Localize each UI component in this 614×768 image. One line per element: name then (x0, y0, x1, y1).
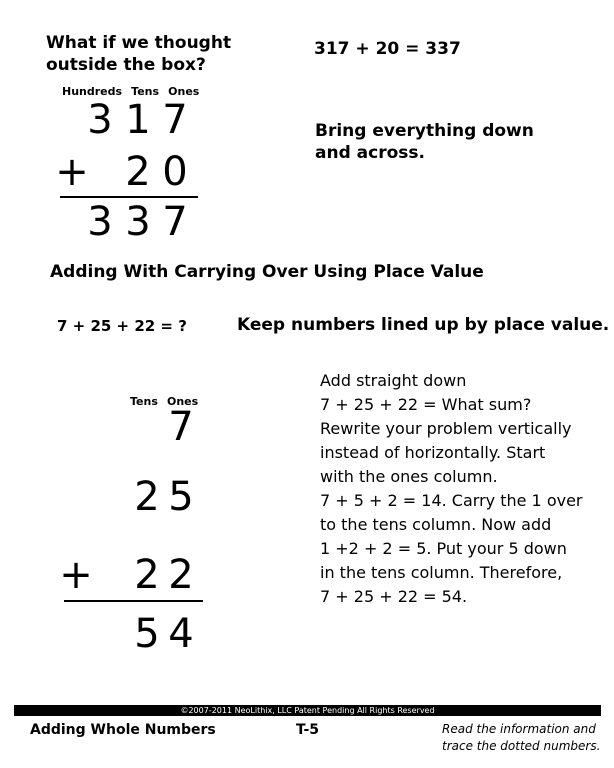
question-line-1: What if we thought (46, 33, 232, 53)
explanation-line: 7 + 25 + 22 = What sum? (320, 395, 532, 414)
top-equation: 317 + 20 = 337 (314, 39, 461, 59)
top-result-hundreds: 3 (87, 199, 113, 245)
footer-note-line-2: trace the dotted numbers. (442, 739, 601, 753)
footer-title: Adding Whole Numbers (30, 722, 216, 738)
top-sum-line (60, 196, 198, 198)
explanation-line: 7 + 25 + 22 = 54. (320, 587, 468, 606)
row3-tens: 2 (134, 552, 160, 598)
alignment-tip: Keep numbers lined up by place value. (237, 315, 610, 335)
result-tens: 5 (134, 611, 160, 657)
row1-ones: 7 (168, 404, 194, 450)
top-row2-ones: 0 (162, 149, 188, 195)
result-ones: 4 (168, 611, 194, 657)
header-ones-2: Ones (166, 395, 199, 408)
explanation-line: 7 + 5 + 2 = 14. Carry the 1 over (320, 491, 583, 510)
section-heading: Adding With Carrying Over Using Place Value (50, 262, 484, 282)
bring-down-instruction (315, 120, 534, 164)
top-row1-ones: 7 (162, 97, 188, 143)
top-row2-tens: 2 (125, 149, 151, 195)
copyright-bar: ©2007-2011 NeoLithix, LLC Patent Pending All Rights Reserved (14, 705, 601, 716)
instruction-line-2: and across. (315, 143, 425, 163)
problem-statement: 7 + 25 + 22 = ? (57, 317, 187, 335)
footer-note-line-1: Read the information and (442, 722, 596, 736)
top-row1-hundreds: 3 (87, 97, 113, 143)
explanation-text (320, 369, 605, 609)
top-result-tens: 3 (125, 199, 151, 245)
header-tens: Tens (131, 85, 160, 98)
top-plus-sign: + (55, 149, 89, 195)
section2-sum-line (64, 600, 203, 602)
page-number: T-5 (296, 722, 320, 738)
header-ones: Ones (168, 85, 200, 98)
top-row1-tens: 1 (125, 97, 151, 143)
explanation-line: with the ones column. (320, 467, 498, 486)
explanation-line: instead of horizontally. Start (320, 443, 546, 462)
explanation-line: to the tens column. Now add (320, 515, 552, 534)
question-line-2: outside the box? (46, 55, 206, 75)
header-tens-2: Tens (130, 395, 158, 408)
explanation-line: in the tens column. Therefore, (320, 563, 563, 582)
row2-tens: 2 (134, 474, 160, 520)
header-hundreds: Hundreds (62, 85, 123, 98)
explanation-line: Add straight down (320, 371, 467, 390)
footer-note (442, 721, 600, 755)
explanation-line: Rewrite your problem vertically (320, 419, 572, 438)
row3-ones: 2 (168, 552, 194, 598)
section2-plus-sign: + (59, 552, 93, 598)
question-heading (46, 32, 231, 76)
row2-ones: 5 (168, 474, 194, 520)
instruction-line-1: Bring everything down (315, 121, 534, 141)
top-result-ones: 7 (162, 199, 188, 245)
explanation-line: 1 +2 + 2 = 5. Put your 5 down (320, 539, 567, 558)
